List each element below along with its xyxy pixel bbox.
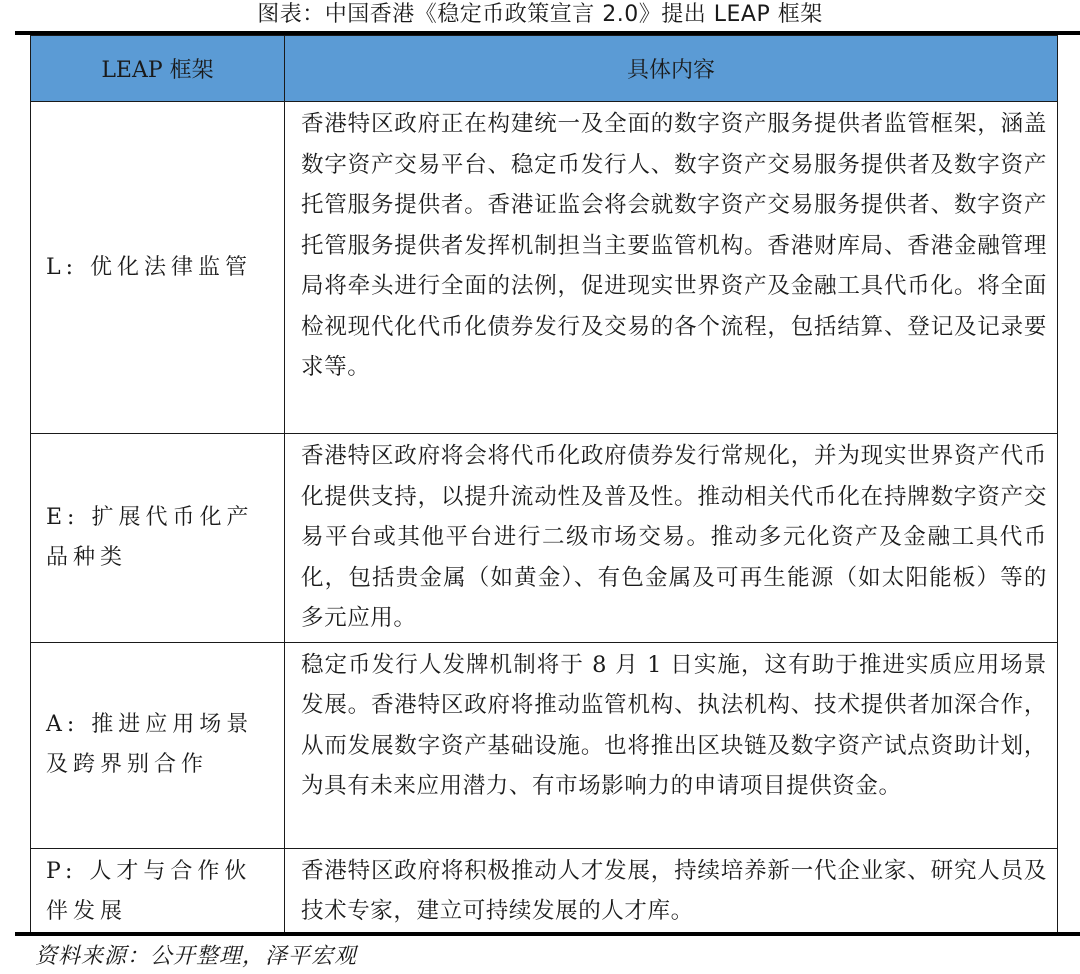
source-note: 资料来源：公开整理，泽平宏观 — [35, 944, 358, 969]
row-content-p: 香港特区政府将积极推动人才发展，持续培养新一代企业家、研究人员及技术专家，建立可持续发展的人才库。 — [285, 848, 1058, 935]
leap-framework-table — [30, 35, 1058, 936]
row-content-a: 稳定币发行人发牌机制将于 8 月 1 日实施，这有助于推进实质应用场景发展。香港特区政府将推动监管机构、执法机构、技术提供者加深合作，从而发展数字资产基础设施。也将推出区块链及数字资产试点资助计划，为具有未来应用潜力、有市场影响力的申请项目提供资金。 — [285, 642, 1058, 848]
bottom-rule-divider — [15, 932, 1080, 936]
table-row — [31, 642, 1058, 848]
header-leap-framework: LEAP 框架 — [31, 36, 285, 102]
table-row — [31, 434, 1058, 643]
row-content-e: 香港特区政府将会将代币化政府债券发行常规化，并为现实世界资产代币化提供支持，以提升流动性及普及性。推动相关代币化在持牌数字资产交易平台或其他平台进行二级市场交易。推动多元化资产及金融工具代币化，包括贵金属（如黄金）、有色金属及可再生能源（如太阳能板）等的多元应用。 — [285, 434, 1058, 643]
table-header-row — [31, 36, 1058, 102]
table-row — [31, 848, 1058, 935]
row-content-l: 香港特区政府正在构建统一及全面的数字资产服务提供者监管框架，涵盖数字资产交易平台、稳定币发行人、数字资产交易服务提供者及数字资产托管服务提供者。香港证监会将会就数字资产交易服务提供者、数字资产托管服务提供者发挥机制担当主要监管机构。香港财库局、香港金融管理局将牵头进行全面的法例，促进现实世界资产及金融工具代币化。将全面检视现代化代币化债券发行及交易的各个流程，包括结算、登记及记录要求等。 — [285, 102, 1058, 434]
header-specific-content: 具体内容 — [285, 36, 1058, 102]
row-label-e: E: 扩展代币化产品种类 — [31, 434, 285, 643]
table-row — [31, 102, 1058, 434]
row-label-a: A: 推进应用场景及跨界别合作 — [31, 642, 285, 848]
row-label-l: L: 优化法律监管 — [31, 102, 285, 434]
figure-title: 图表：中国香港《稳定币政策宣言 2.0》提出 LEAP 框架 — [257, 2, 823, 27]
row-label-p: P: 人才与合作伙伴发展 — [31, 848, 285, 935]
